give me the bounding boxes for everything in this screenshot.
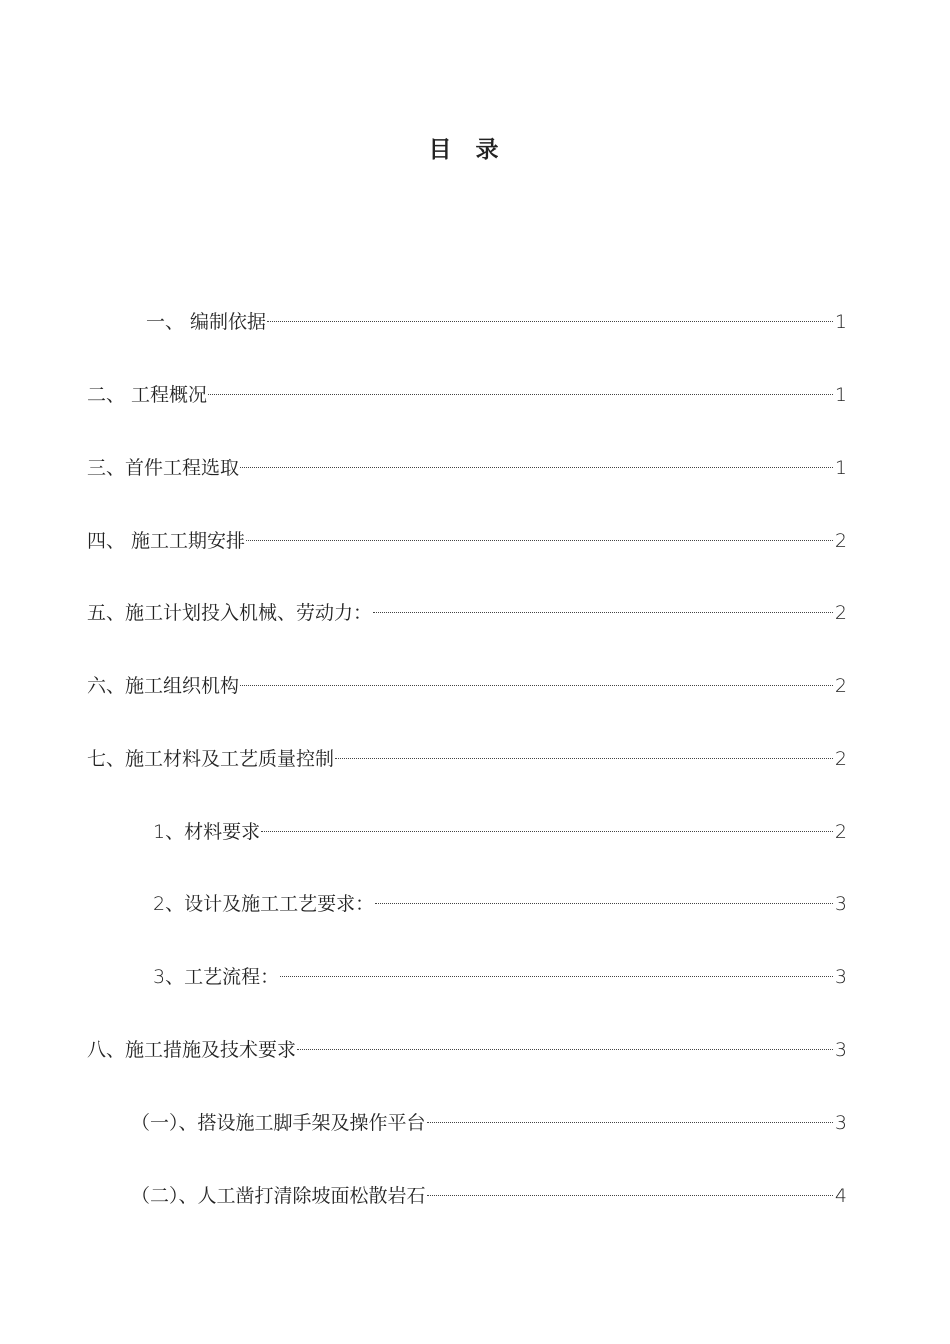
toc-entry-label: 七、施工材料及工艺质量控制 xyxy=(87,748,335,770)
toc-entry-page: 2 xyxy=(834,675,847,697)
toc-entry[interactable] xyxy=(87,379,847,411)
toc-entry-label: 一、 编制依据 xyxy=(146,311,267,333)
toc-entry-page: 3 xyxy=(834,1112,847,1134)
toc-entry-page: 4 xyxy=(834,1185,847,1207)
toc-entry[interactable] xyxy=(153,961,847,993)
toc-entry-label: 3、工艺流程： xyxy=(153,966,280,988)
toc-entry-label: （一）、搭设施工脚手架及操作平台 xyxy=(131,1112,426,1134)
dot-leader xyxy=(375,903,833,904)
dot-leader xyxy=(373,612,833,613)
toc-entry-page: 2 xyxy=(834,602,847,624)
toc-entry-page: 3 xyxy=(834,966,847,988)
dot-leader xyxy=(335,758,833,759)
toc-entry[interactable] xyxy=(153,816,847,848)
toc-entry-label: 四、 施工工期安排 xyxy=(87,530,246,552)
toc-entry[interactable] xyxy=(87,597,847,629)
toc-entry-page: 1 xyxy=(834,311,847,333)
toc-entry-page: 2 xyxy=(834,530,847,552)
toc-entry-page: 1 xyxy=(834,457,847,479)
toc-entry-page: 3 xyxy=(834,1039,847,1061)
toc-entry-label: （二）、人工凿打清除坡面松散岩石 xyxy=(131,1185,426,1207)
dot-leader xyxy=(297,1049,833,1050)
toc-entry[interactable] xyxy=(87,670,847,702)
toc-entry-label: 2、设计及施工工艺要求： xyxy=(153,893,375,915)
dot-leader xyxy=(280,976,833,977)
toc-entry-page: 1 xyxy=(834,384,847,406)
toc-entry[interactable] xyxy=(87,1034,847,1066)
page-title: 目 录 xyxy=(428,137,507,163)
toc-entry-page: 2 xyxy=(834,748,847,770)
toc-entry-label: 二、 工程概况 xyxy=(87,384,208,406)
dot-leader xyxy=(208,394,833,395)
dot-leader xyxy=(427,1195,833,1196)
toc-entry[interactable] xyxy=(153,888,847,920)
dot-leader xyxy=(427,1122,833,1123)
dot-leader xyxy=(240,685,833,686)
toc-entry-label: 1、材料要求 xyxy=(153,821,261,843)
toc-entry[interactable] xyxy=(87,525,847,557)
toc-entry[interactable] xyxy=(131,1107,847,1139)
toc-entry[interactable] xyxy=(146,306,847,338)
dot-leader xyxy=(261,831,833,832)
dot-leader xyxy=(267,321,833,322)
toc-entry[interactable] xyxy=(131,1180,847,1212)
dot-leader xyxy=(240,467,833,468)
toc-entry-page: 3 xyxy=(834,893,847,915)
toc-entry-page: 2 xyxy=(834,821,847,843)
toc-entry-label: 六、施工组织机构 xyxy=(87,675,240,697)
toc-entry-label: 八、施工措施及技术要求 xyxy=(87,1039,297,1061)
dot-leader xyxy=(246,540,833,541)
toc-entry[interactable] xyxy=(87,743,847,775)
toc-entry[interactable] xyxy=(87,452,847,484)
toc-entry-label: 五、施工计划投入机械、劳动力： xyxy=(87,602,373,624)
toc-entry-label: 三、首件工程选取 xyxy=(87,457,240,479)
